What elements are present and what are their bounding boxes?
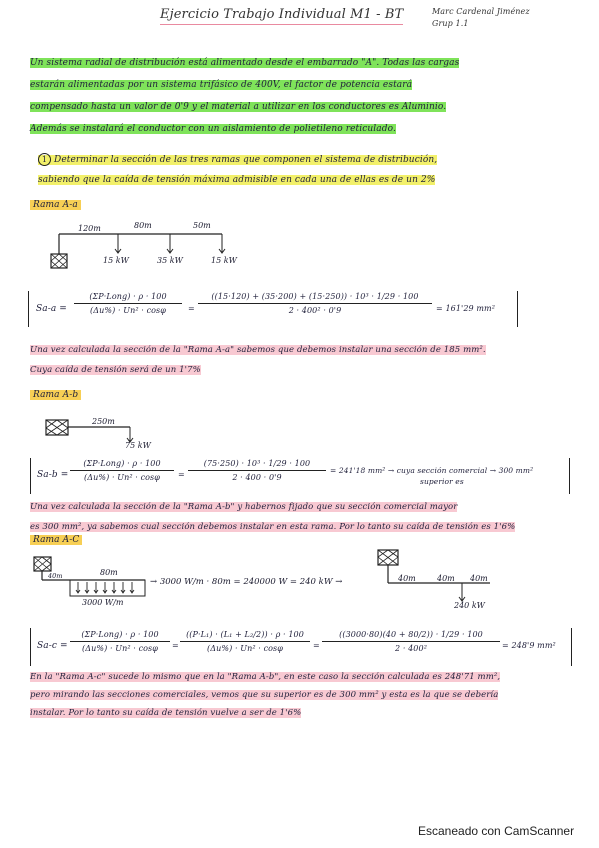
equals-sign: = [178, 470, 185, 479]
equals-sign: = [172, 641, 179, 650]
intro-line: Un sistema radial de distribución está alimentado desde el embarrado "A". Todas las cargas [30, 58, 460, 68]
formula-result-note: superior es [420, 477, 464, 486]
distance-label: 40m [437, 574, 455, 583]
distance-label: 120m [78, 224, 101, 233]
formula-result: = 248'9 mm² [502, 641, 556, 650]
distance-label: 50m [193, 221, 211, 230]
distributed-load-label: 3000 W/m [82, 598, 124, 607]
formula-lhs: Sa-b = [37, 470, 69, 480]
formula-fraction: $\frac{\text{(75·250) · 10³ · 1/29 · 100}}{2 \cdot 400 \cdot 0'9}$ [188, 459, 326, 482]
scanner-watermark: Escaneado con CamScanner [418, 824, 575, 838]
load-calculation: → 3000 W/m · 80m = 240000 W = 240 kW → [150, 577, 343, 587]
formula-fraction: (ΣP·Long) · ρ · 100 (Δu%) · Un² · cosφ [70, 630, 170, 653]
rama-a-b-diagram [46, 420, 133, 442]
rama-a-b-conclusion: Una vez calculada la sección de la "Rama A-b" y habernos fijado que su sección comercial mayor es 300 mm², ya sabemos cual sección debemos instalar en esta rama. Por lo tanto su caída de tensión es 1'6% [30, 502, 516, 532]
formula-result: = 241'18 mm² → cuya sección comercial → 300 mm² [330, 466, 534, 475]
group-label: Grup 1.1 [432, 19, 469, 28]
question-line: sabiendo que la caída de tensión máxima admisible en cada una de ellas es de un 2% [38, 175, 436, 185]
formula-fraction: $\frac{((3000\cdot 80)(40 + 80/2)) \cdot 1/29 \cdot 100}{\text{2 · 400²}}$ [322, 630, 500, 653]
formula-lhs: Sa-c = [37, 641, 68, 651]
distance-label: 250m [92, 417, 115, 426]
busbar-hatch [51, 254, 67, 268]
formula-fraction: $\frac{\text{((15·120) + (35·200) + (15·250)) · 10³ · 1/29 · 100}}{\text{2 · 400² · 0'9}}$ [198, 292, 432, 315]
author-name: Marc Cardenal Jiménez [432, 7, 530, 16]
intro-line: estarán alimentadas por un sistema trifásico de 400V, el factor de potencia estará [30, 80, 413, 90]
load-label: 35 kW [157, 256, 183, 265]
load-label: 15 kW [211, 256, 237, 265]
distance-label: 40m [470, 574, 488, 583]
distance-label: 80m [134, 221, 152, 230]
formula-fraction: (ΣP·Long) · ρ · 100 (Δu%) · Un² · cosφ [70, 459, 174, 482]
equals-sign: = [313, 641, 320, 650]
rama-a-a-heading: Rama A-a [30, 200, 81, 210]
formula-result: = 161'29 mm² [436, 304, 496, 313]
rama-a-c-conclusion: En la "Rama A-c" sucede lo mismo que en la "Rama A-b", en este caso la sección calculada es 248'71 mm², pero mirando las secciones comerciales, vemos que su superior es de 300 mm² y esta es la que se debería instalar. Por lo tanto su caída de tensión vuelve a ser de 1'6% [30, 672, 501, 718]
distance-label: 40m [398, 574, 416, 583]
rama-a-a-diagram [51, 234, 225, 268]
question-number: 1 [38, 153, 51, 166]
page-title: Ejercicio Trabajo Individual M1 - BT [160, 7, 403, 25]
distance-label: 40m [48, 572, 63, 580]
intro-line: compensado hasta un valor de 0'9 y el material a utilizar en los conductores es Aluminio. [30, 102, 447, 112]
load-label: 15 kW [103, 256, 129, 265]
distance-label: 80m [100, 568, 118, 577]
rama-a-c-heading: Rama A-C [30, 535, 82, 545]
formula-lhs: Sa-a = [36, 304, 67, 314]
question-line: Determinar la sección de las tres ramas que componen el sistema de distribución, [54, 155, 438, 165]
load-label: 75 kW [125, 441, 151, 450]
intro-line: Además se instalará el conductor con un aislamiento de polietileno reticulado. [30, 124, 396, 134]
load-label: 240 kW [454, 601, 485, 610]
rama-a-b-heading: Rama A-b [30, 390, 81, 400]
formula-fraction: (ΣP·Long) · ρ · 100 (Δu%) · Un² · cosφ [74, 292, 182, 315]
equals-sign: = [188, 304, 195, 313]
rama-a-a-conclusion: Una vez calculada la sección de la "Rama A-a" sabemos que debemos instalar una sección de 185 mm². Cuya caída de tensión será de un 1'7% [30, 345, 486, 375]
formula-fraction: $\frac{\text{((P·L₁) · (L₁ + L₂/2)) · ρ · 100}}{\text{(Δu\%) · Un² · cosφ}}$ [180, 630, 310, 653]
